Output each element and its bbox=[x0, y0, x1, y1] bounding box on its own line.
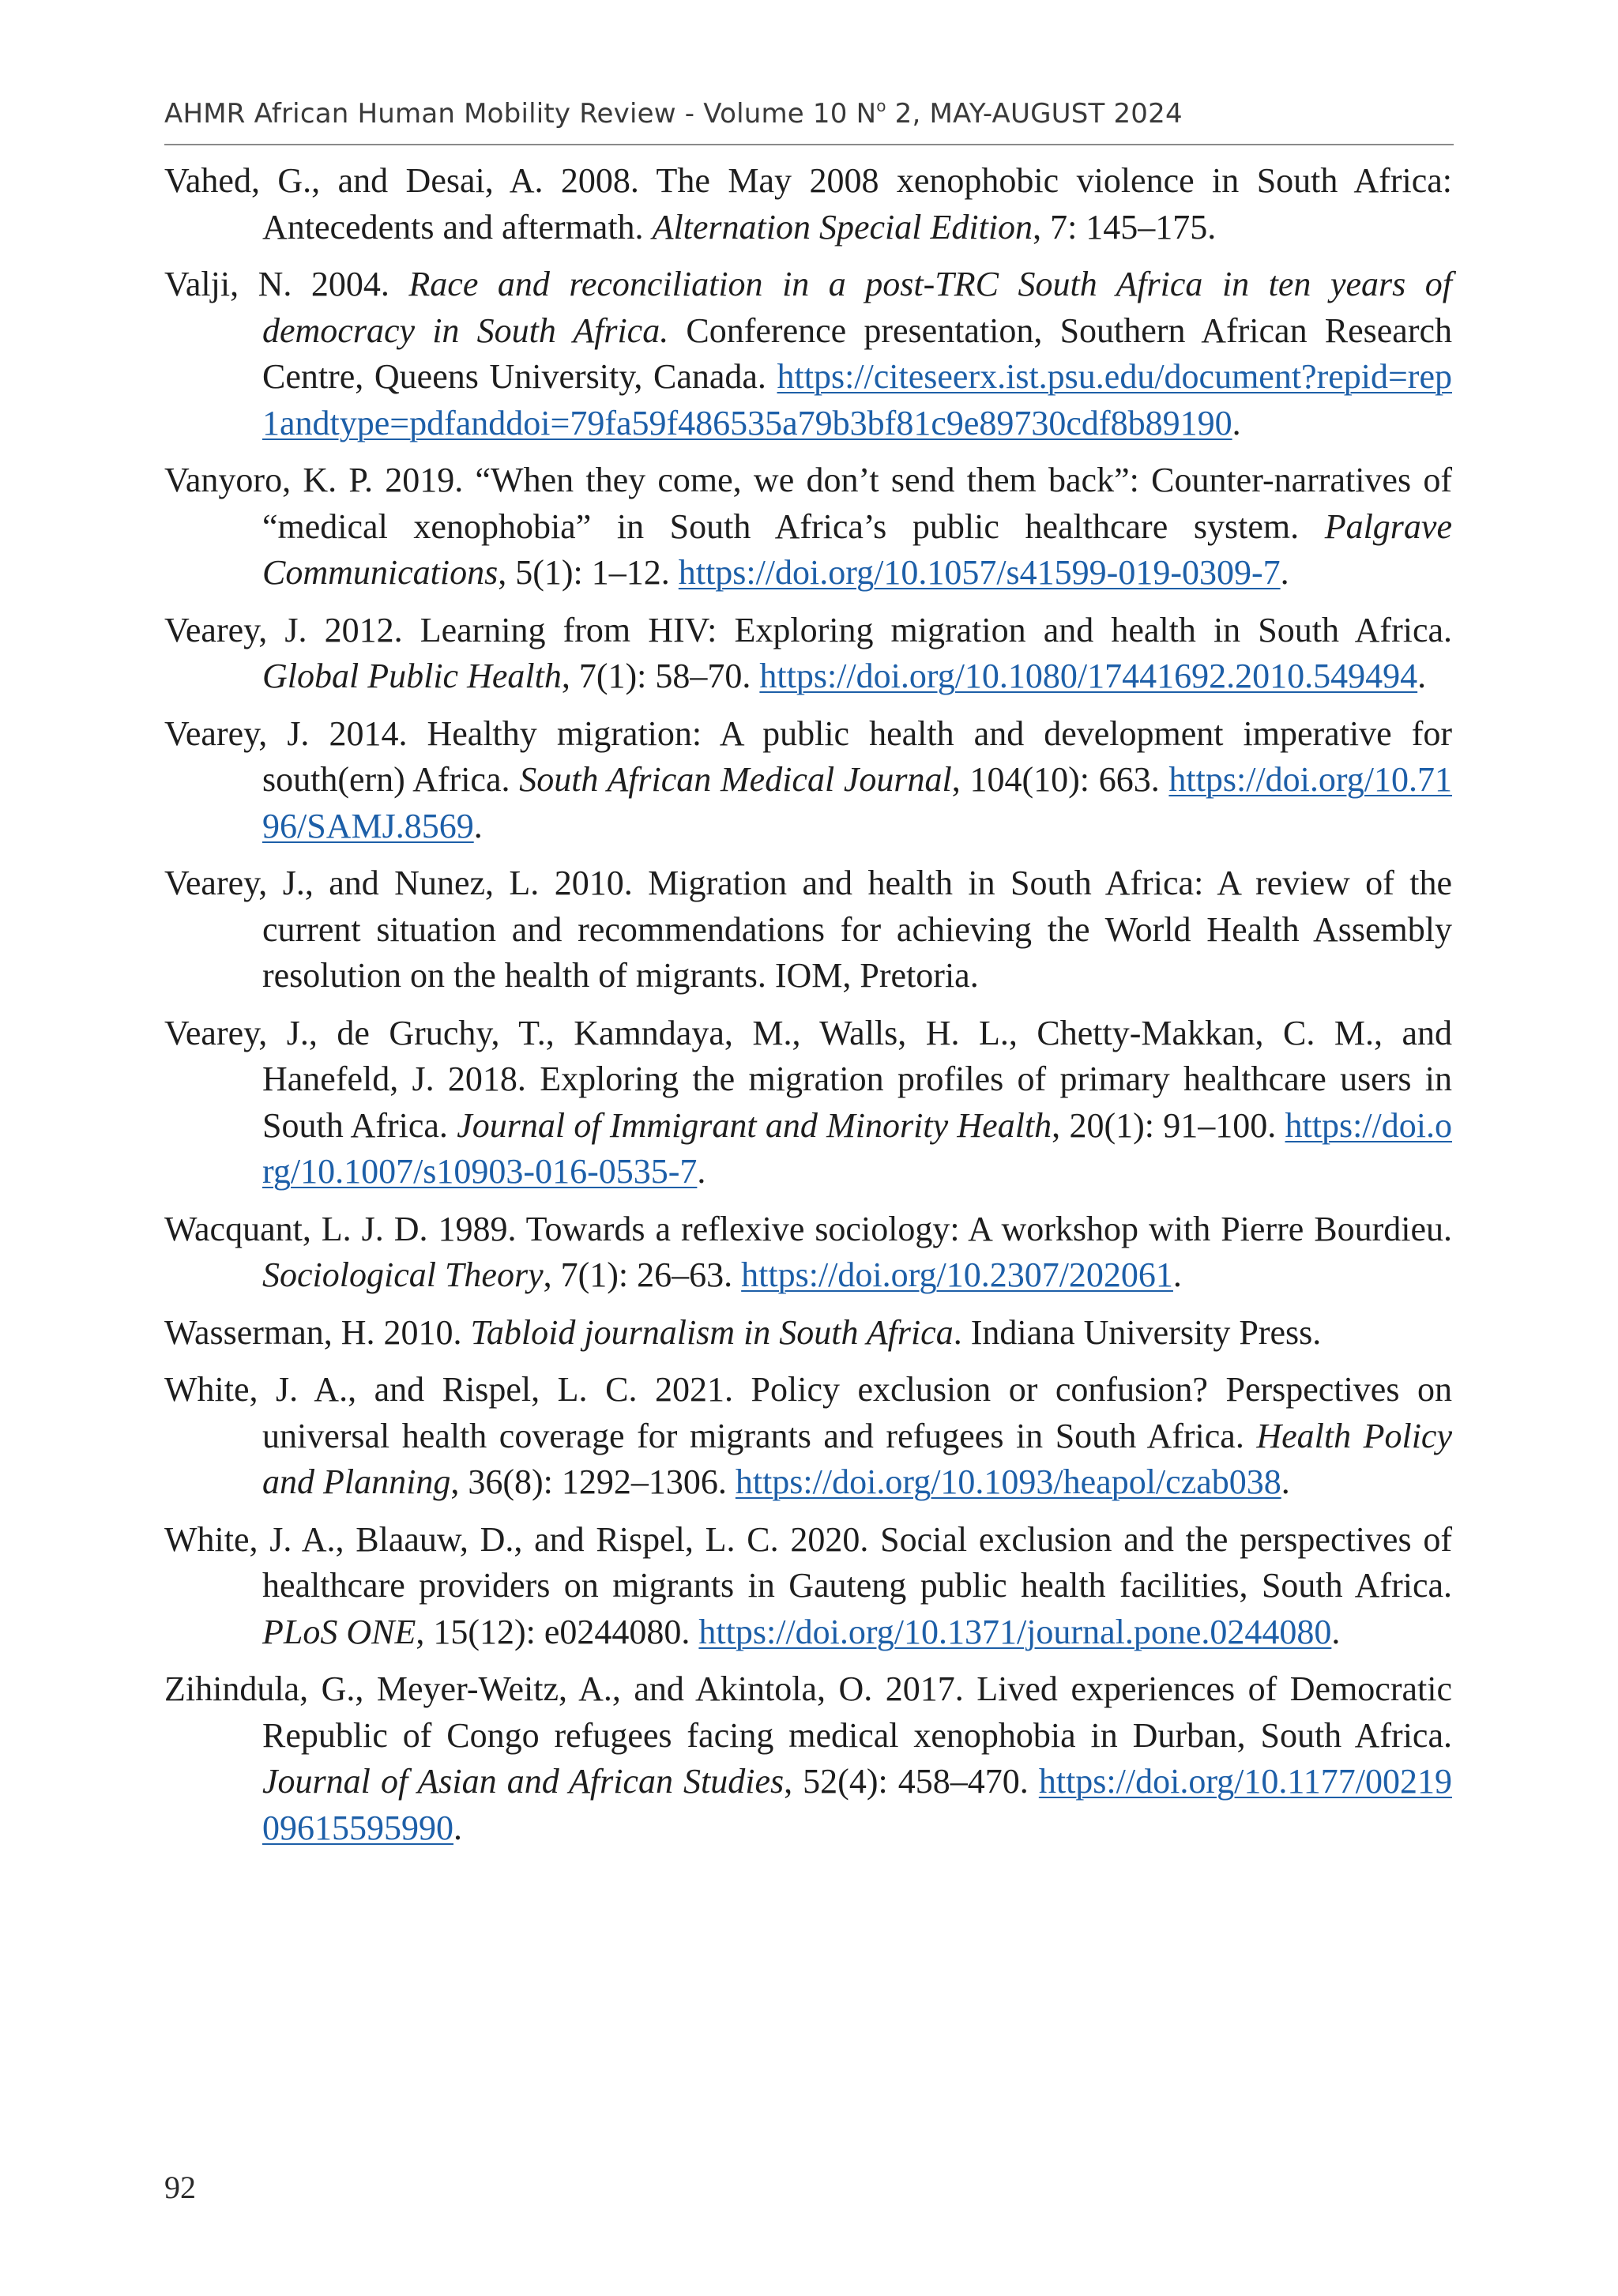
reference-text: Conference presentation, Southern African Research Centre, Queens University, Canada. bbox=[262, 311, 1453, 396]
reference-text: . bbox=[1331, 1612, 1341, 1651]
reference-link[interactable]: https://doi.org/10.1093/heapol/czab038 bbox=[735, 1462, 1281, 1501]
reference-text: . bbox=[1281, 1462, 1290, 1501]
work-title: Tabloid journalism in South Africa bbox=[470, 1312, 954, 1352]
journal-name: Palgrave Communications bbox=[262, 506, 1452, 592]
reference-text: , 5(1): 1–12. bbox=[498, 553, 679, 592]
reference-list bbox=[164, 158, 1452, 1862]
page-number: 92 bbox=[164, 2170, 196, 2205]
reference-text: , 52(4): 458–470. bbox=[784, 1762, 1039, 1801]
reference-text: Vahed, G., and Desai, A. 2008. The May 2008 xenophobic violence in South Africa: Antecedents and aftermath. bbox=[164, 161, 1452, 247]
reference-text: . bbox=[453, 1808, 462, 1847]
reference-text: Vearey, J., and Nunez, L. 2010. Migration and health in South Africa: A review of the current situation and recommendations for achieving the World Health Assembly resolution on the health of migrants. IOM, Pretoria. bbox=[164, 864, 1452, 995]
reference-link[interactable]: https://doi.org/10.1007/s10903-016-0535-7 bbox=[262, 1105, 1453, 1191]
journal-name: Journal of Immigrant and Minority Health bbox=[457, 1105, 1052, 1145]
journal-name: Alternation Special Edition bbox=[652, 207, 1033, 247]
reference-text: . bbox=[1232, 403, 1241, 442]
reference-text: Valji, N. 2004. bbox=[164, 265, 409, 303]
reference-wasserman-2010 bbox=[164, 1310, 1452, 1357]
reference-text: . Indiana University Press. bbox=[953, 1312, 1322, 1352]
reference-white-2020 bbox=[164, 1517, 1452, 1656]
reference-text: Vanyoro, K. P. 2019. “When they come, we don’t send them back”: Counter-narratives of “medical xenophobia” in South Africa’s public healthcare system. bbox=[164, 461, 1452, 546]
running-header-text: AHMR African Human Mobility Review - Volume 10 N bbox=[164, 98, 877, 130]
reference-text: Wacquant, L. J. D. 1989. Towards a reflexive sociology: A workshop with Pierre Bourdieu. bbox=[164, 1209, 1452, 1248]
reference-text: Vearey, J. 2012. Learning from HIV: Exploring migration and health in South Africa. bbox=[164, 610, 1452, 649]
reference-link[interactable]: https://doi.org/10.1080/17441692.2010.549494 bbox=[759, 657, 1418, 695]
reference-text: Zihindula, G., Meyer-Weitz, A., and Akintola, O. 2017. Lived experiences of Democratic Republic of Congo refugees facing medical xenophobia in Durban, South Africa. bbox=[164, 1669, 1452, 1755]
reference-text: White, J. A., and Rispel, L. C. 2021. Policy exclusion or confusion? Perspectives on universal health coverage for migrants and refugees in South Africa. bbox=[164, 1370, 1452, 1455]
reference-link[interactable]: https://citeseerx.ist.psu.edu/document?repid=rep1andtype=pdfanddoi=79fa59f486535a79b3bf81c9e89730cdf8b89190 bbox=[262, 357, 1452, 442]
reference-vearey-2012 bbox=[164, 608, 1452, 700]
reference-text: , 15(12): e0244080. bbox=[416, 1612, 699, 1651]
reference-text: , 104(10): 663. bbox=[951, 760, 1169, 799]
reference-text: . bbox=[473, 806, 483, 845]
running-header-issue: 2, MAY-AUGUST 2024 bbox=[886, 98, 1183, 130]
reference-text: . bbox=[1280, 553, 1289, 592]
reference-text: , 7(1): 58–70. bbox=[561, 657, 760, 695]
reference-text: . bbox=[1172, 1255, 1182, 1294]
reference-vearey-2018 bbox=[164, 1011, 1452, 1195]
reference-text: White, J. A., Blaauw, D., and Rispel, L. C. 2020. Social exclusion and the perspectives of healthcare providers on migrants in Gauteng public health facilities, South Africa. bbox=[164, 1519, 1452, 1605]
reference-text: Wasserman, H. 2010. bbox=[164, 1312, 471, 1352]
reference-link[interactable]: https://doi.org/10.1371/journal.pone.0244080 bbox=[698, 1612, 1332, 1651]
reference-wacquant-1989 bbox=[164, 1206, 1452, 1299]
reference-text: , 20(1): 91–100. bbox=[1052, 1105, 1285, 1145]
reference-text: . bbox=[697, 1152, 706, 1191]
issue-number-superscript: o bbox=[876, 96, 886, 115]
reference-zihindula-2017 bbox=[164, 1666, 1452, 1851]
reference-text: Vearey, J. 2014. Healthy migration: A public health and development imperative for south(ern) Africa. bbox=[164, 713, 1452, 799]
reference-white-rispel-2021 bbox=[164, 1367, 1452, 1506]
reference-text: . bbox=[1417, 657, 1427, 695]
reference-vanyoro-2019 bbox=[164, 457, 1452, 597]
reference-link[interactable]: https://doi.org/10.1177/0021909615595990 bbox=[262, 1762, 1452, 1847]
reference-vearey-2014 bbox=[164, 711, 1452, 850]
reference-text: Vearey, J., de Gruchy, T., Kamndaya, M., Walls, H. L., Chetty-Makkan, C. M., and Hanefeld, J. 2018. Exploring the migration profiles of primary healthcare users in South Africa. bbox=[164, 1013, 1452, 1145]
reference-text: , 36(8): 1292–1306. bbox=[450, 1462, 736, 1501]
reference-valji-2004 bbox=[164, 262, 1452, 446]
work-title: Race and reconciliation in a post-TRC South Africa in ten years of democracy in South Africa. bbox=[262, 265, 1452, 350]
reference-link[interactable]: https://doi.org/10.2307/202061 bbox=[741, 1255, 1173, 1294]
journal-name: PLoS ONE bbox=[262, 1612, 416, 1651]
reference-link[interactable]: https://doi.org/10.7196/SAMJ.8569 bbox=[262, 760, 1452, 845]
journal-name: South African Medical Journal bbox=[519, 760, 952, 799]
journal-name: Sociological Theory bbox=[262, 1255, 544, 1294]
reference-text: , 7: 145–175. bbox=[1033, 207, 1217, 247]
header-divider bbox=[164, 144, 1454, 145]
journal-name: Global Public Health bbox=[262, 657, 562, 695]
running-header bbox=[164, 96, 1452, 130]
reference-vearey-nunez-2010 bbox=[164, 860, 1452, 999]
reference-link[interactable]: https://doi.org/10.1057/s41599-019-0309-7 bbox=[678, 553, 1281, 592]
journal-name: Journal of Asian and African Studies bbox=[262, 1762, 785, 1801]
reference-vahed-2008 bbox=[164, 158, 1452, 250]
journal-name: Health Policy and Planning bbox=[262, 1416, 1452, 1501]
reference-text: , 7(1): 26–63. bbox=[543, 1255, 742, 1294]
